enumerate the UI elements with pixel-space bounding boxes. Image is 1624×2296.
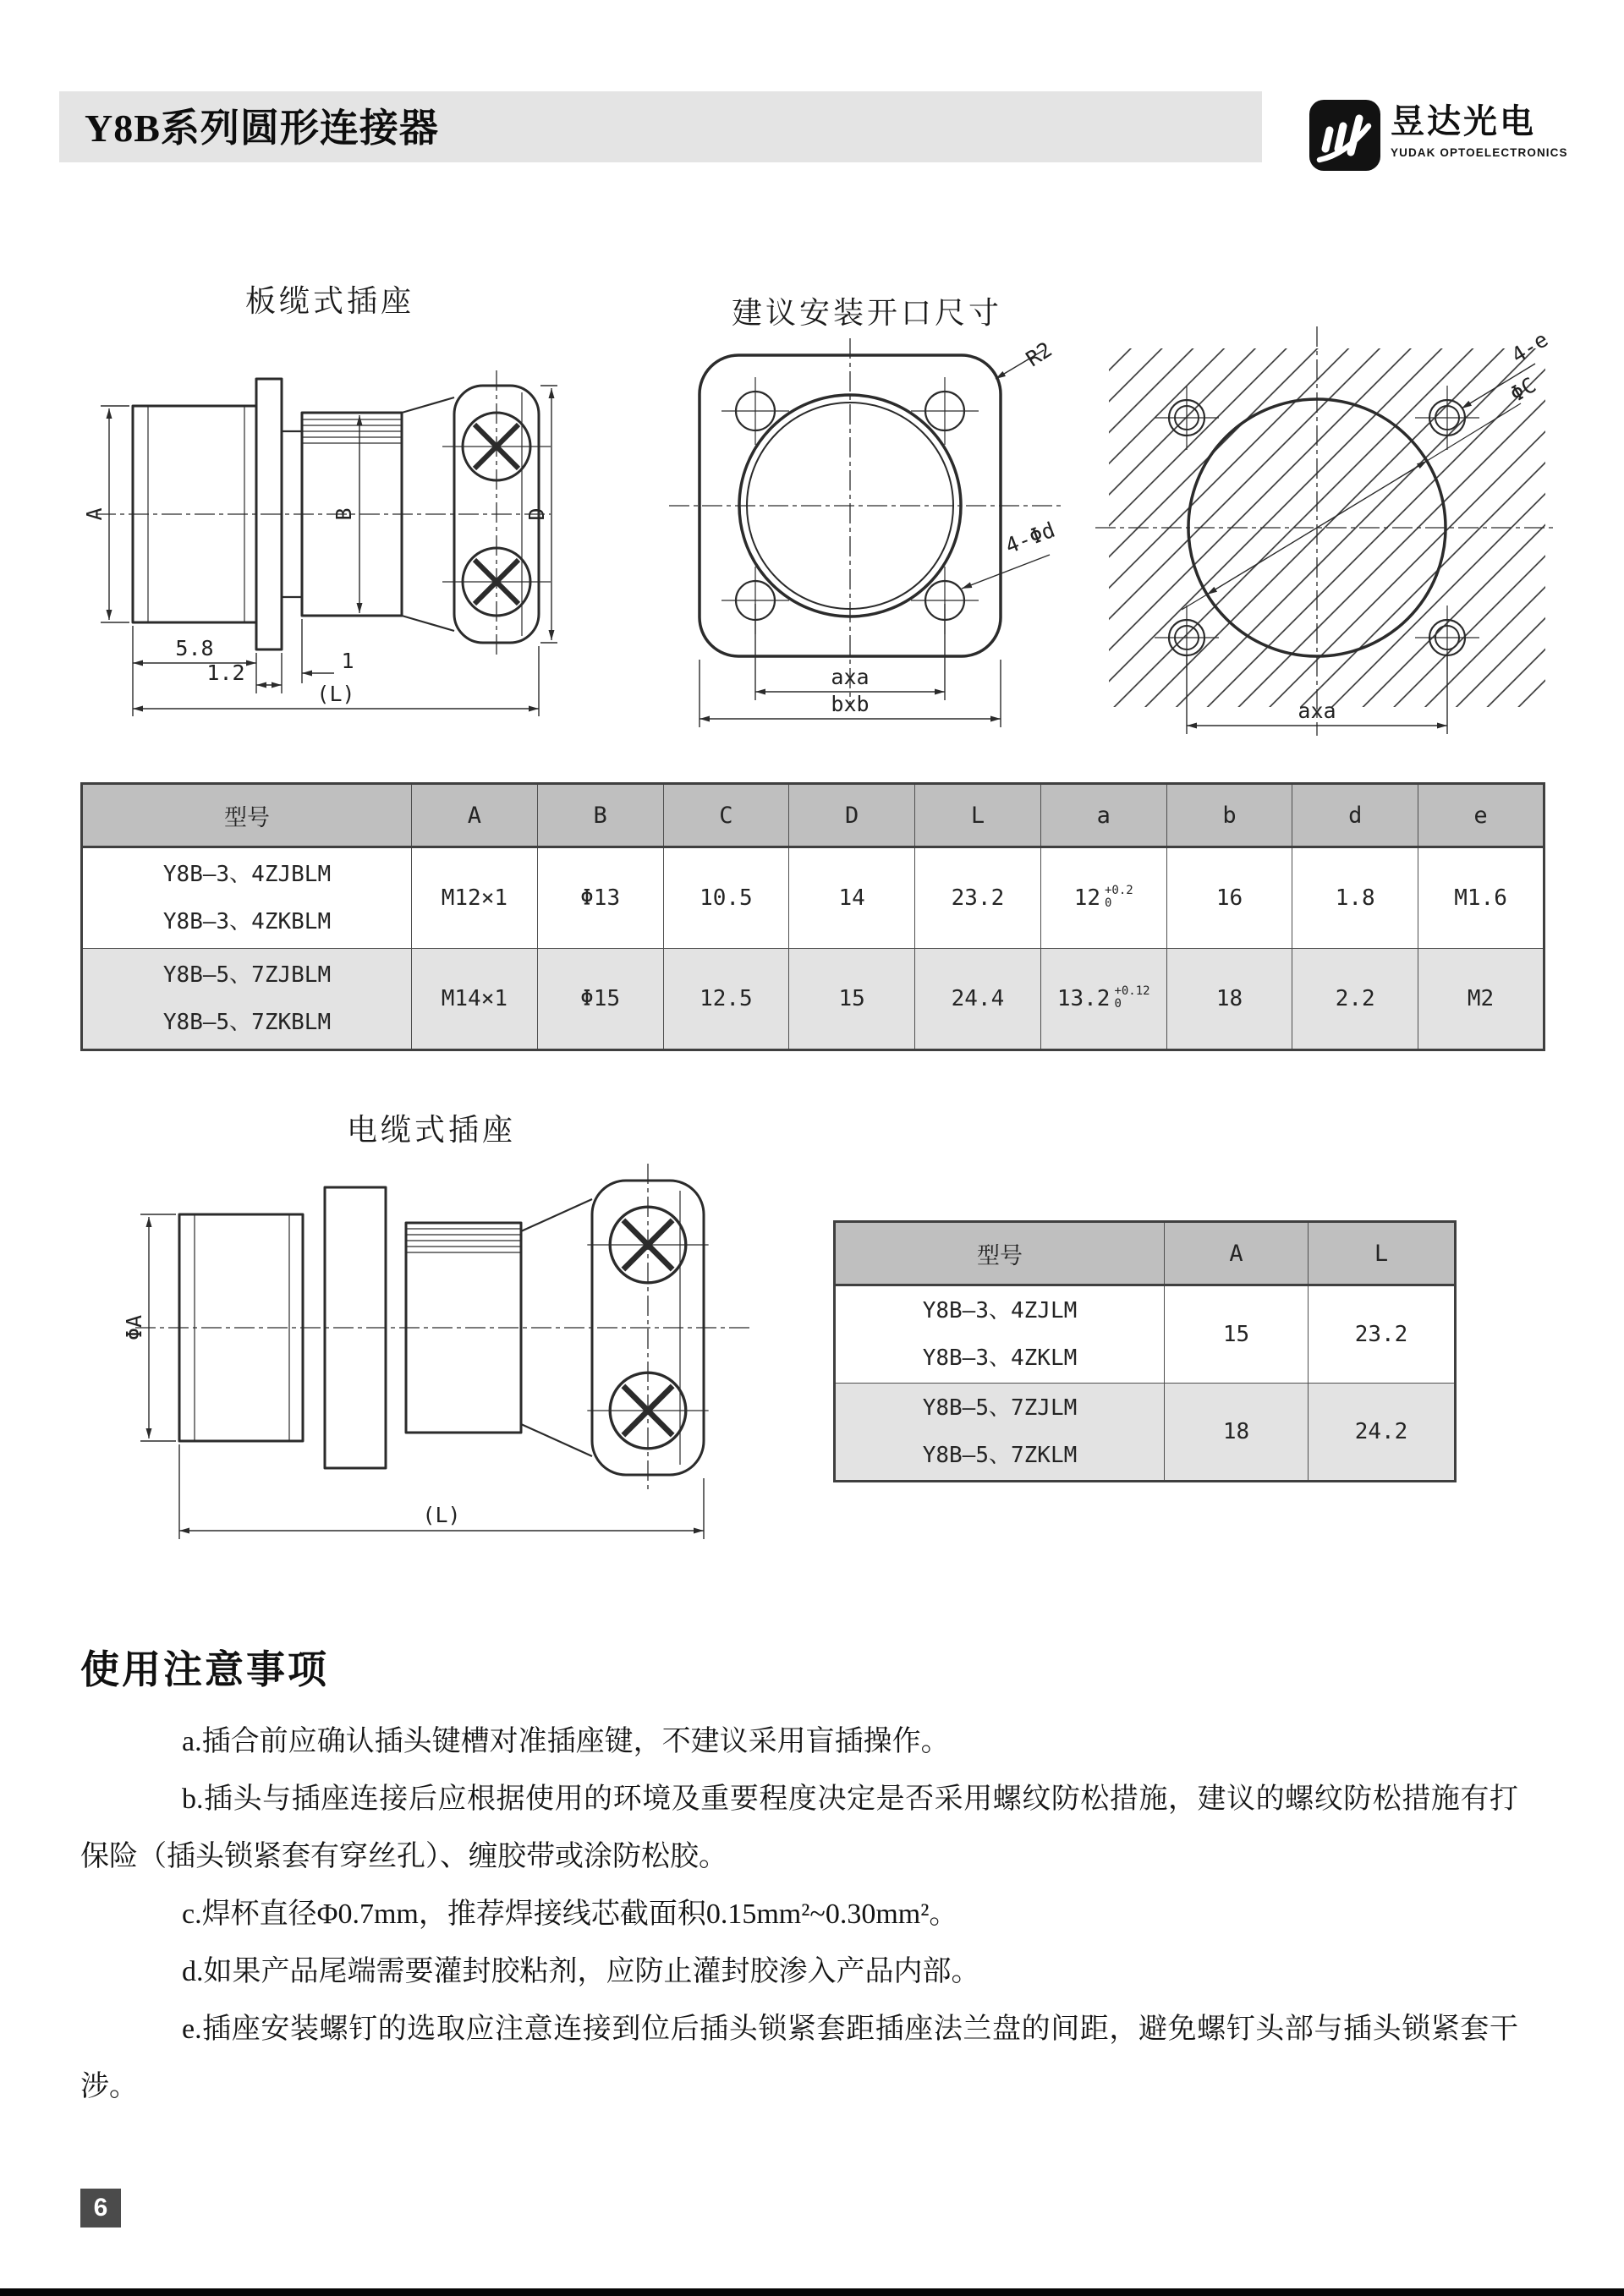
table-row	[82, 949, 1544, 1050]
page-number-badge: 6	[80, 2189, 121, 2228]
logo-mark-icon	[1309, 100, 1380, 171]
cell: 18	[1166, 949, 1292, 1050]
cell: M14×1	[412, 949, 538, 1050]
cell: M12×1	[412, 847, 538, 949]
notes-section-title: 使用注意事项	[80, 1648, 329, 1691]
table-row	[82, 847, 1544, 949]
model-cell: Y8B—5、7ZJBLM Y8B—5、7ZKBLM	[82, 949, 412, 1050]
dim-label-12: 1.2	[206, 660, 245, 685]
model-cell: Y8B—5、7ZJLM Y8B—5、7ZKLM	[835, 1384, 1165, 1482]
dimension-table-panel	[80, 782, 1545, 1051]
panel-cutout-drawing	[1087, 315, 1569, 746]
dim-label-phiA: ΦA	[122, 1314, 146, 1341]
cell: M2	[1418, 949, 1544, 1050]
dim-label-A: A	[82, 507, 107, 521]
dim-label-B: B	[332, 507, 356, 521]
cell-tolerance: 13.2 +0.12 0	[1040, 949, 1166, 1050]
logo-name-en: YUDAK OPTOELECTRONICS	[1391, 146, 1568, 159]
leader-label-4e: 4-e	[1506, 326, 1553, 369]
cell: Φ15	[537, 949, 663, 1050]
col-header: b	[1166, 784, 1292, 847]
dim-label-axa: axa	[831, 665, 870, 689]
dim-label-L2: (L)	[422, 1503, 461, 1527]
dim-label-1: 1	[341, 649, 354, 673]
logo-name-cn: 昱达光电	[1391, 103, 1536, 140]
cell: 15	[1165, 1285, 1309, 1384]
cell: 24.2	[1309, 1384, 1456, 1482]
cell-tolerance: 12 +0.2 0	[1040, 847, 1166, 949]
header-band	[59, 91, 1262, 162]
col-header: a	[1040, 784, 1166, 847]
col-header: D	[789, 784, 915, 847]
cell: 15	[789, 949, 915, 1050]
caption-panel-socket: 板缆式插座	[244, 284, 414, 318]
cell: 14	[789, 847, 915, 949]
cell: 23.2	[1309, 1285, 1456, 1384]
cell: 2.2	[1292, 949, 1418, 1050]
page-bottom-edge	[0, 2288, 1624, 2296]
usage-notes	[80, 1713, 1518, 2116]
dim-label-58: 5.8	[175, 636, 214, 660]
model-cell: Y8B—3、4ZJBLM Y8B—3、4ZKBLM	[82, 847, 412, 949]
page-title: Y8B系列圆形连接器	[85, 107, 439, 150]
cell: 10.5	[663, 847, 789, 949]
col-header: B	[537, 784, 663, 847]
cell: 23.2	[915, 847, 1041, 949]
table2-header-row	[835, 1222, 1456, 1285]
dim-label-D: D	[524, 507, 549, 521]
leader-label-4phid: 4-Φd	[1001, 517, 1059, 559]
cell: 1.8	[1292, 847, 1418, 949]
table-row	[835, 1285, 1456, 1384]
cell: 18	[1165, 1384, 1309, 1482]
caption-cable-socket: 电缆式插座	[346, 1113, 516, 1147]
leader-label-phic: ΦC	[1506, 372, 1540, 407]
col-header: L	[1309, 1222, 1456, 1285]
dimension-table-cable	[833, 1220, 1457, 1482]
leader-label-r2: R2	[1021, 337, 1056, 372]
col-header: d	[1292, 784, 1418, 847]
dim-label-bxb: bxb	[831, 692, 870, 716]
company-logo	[1309, 100, 1568, 171]
col-header: A	[1165, 1222, 1309, 1285]
model-cell: Y8B—3、4ZJLM Y8B—3、4ZKLM	[835, 1285, 1165, 1384]
cell: M1.6	[1418, 847, 1544, 949]
col-header: 型号	[82, 784, 412, 847]
note-item-b: b.插头与插座连接后应根据使用的环境及重要程度决定是否采用螺纹防松措施，建议的螺纹防松措施有打保险（插头锁紧套有穿丝孔）、缠胶带或涂防松胶。	[80, 1784, 1518, 1872]
col-header: e	[1418, 784, 1544, 847]
dim-label-axa2: axa	[1298, 699, 1336, 723]
cable-socket-side-drawing	[118, 1148, 770, 1563]
caption-cutout: 建议安装开口尺寸	[731, 296, 1002, 330]
table1-header-row	[82, 784, 1544, 847]
table-row	[835, 1384, 1456, 1482]
panel-socket-side-drawing	[80, 332, 562, 721]
note-item-a: a.插合前应确认插头键槽对准插座键，不建议采用盲插操作。	[182, 1726, 950, 1757]
note-item-e: e.插座安装螺钉的选取应注意连接到位后插头锁紧套距插座法兰盘的间距，避免螺钉头部与插头锁紧套干涉。	[80, 2014, 1518, 2102]
cell: 12.5	[663, 949, 789, 1050]
dim-label-L: (L)	[316, 682, 355, 706]
col-header: A	[412, 784, 538, 847]
flange-front-drawing	[664, 337, 1070, 734]
col-header: C	[663, 784, 789, 847]
note-item-d: d.如果产品尾端需要灌封胶粘剂，应防止灌封胶渗入产品内部。	[182, 1956, 980, 1987]
note-item-c: c.焊杯直径Φ0.7mm，推荐焊接线芯截面积0.15mm²~0.30mm²。	[182, 1899, 958, 1930]
col-header: L	[915, 784, 1041, 847]
cell: 16	[1166, 847, 1292, 949]
cell: Φ13	[537, 847, 663, 949]
cell: 24.4	[915, 949, 1041, 1050]
col-header: 型号	[835, 1222, 1165, 1285]
